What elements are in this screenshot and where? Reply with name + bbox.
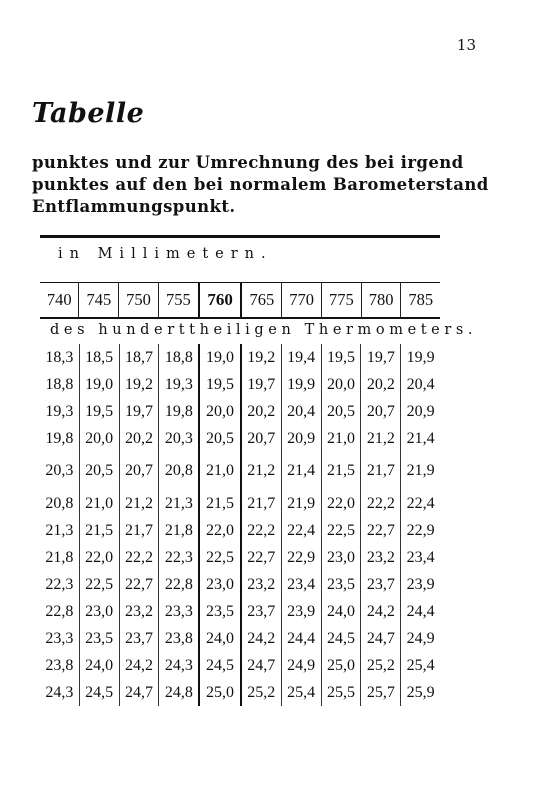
table-cell: 22,3 <box>45 575 74 593</box>
table-cell: 23,9 <box>281 598 321 625</box>
table-cell: 21,0 <box>199 452 240 490</box>
pressure-cell: 780 <box>361 283 401 319</box>
table-cell: 20,5 <box>79 452 119 490</box>
table-cell: 23,8 <box>159 625 200 652</box>
table-row <box>40 490 440 517</box>
table-row <box>40 452 440 490</box>
pressure-cell: 775 <box>322 283 362 319</box>
table-cell: 24,4 <box>281 625 321 652</box>
pressure-cell: 785 <box>401 283 440 319</box>
table-cell: 24,5 <box>79 679 119 706</box>
table-cell: 24,5 <box>199 652 240 679</box>
table-cell: 23,2 <box>361 544 401 571</box>
table-cell: 25,7 <box>361 679 401 706</box>
table-cell: 25,4 <box>401 652 440 679</box>
table-cell: 19,2 <box>119 371 159 398</box>
table-cell: 20,7 <box>361 398 401 425</box>
page-title: Tabelle <box>32 98 145 129</box>
table-cell: 23,5 <box>79 625 119 652</box>
pressure-header-row <box>40 283 440 319</box>
table-cell: 20,8 <box>159 452 200 490</box>
table-cell: 18,5 <box>79 344 119 371</box>
table-cell: 24,7 <box>361 625 401 652</box>
table-cell: 22,7 <box>119 571 159 598</box>
table-cell: 25,0 <box>199 679 240 706</box>
table-cell: 22,7 <box>241 544 282 571</box>
table-cell: 21,0 <box>321 425 361 452</box>
table-cell: 22,4 <box>401 490 440 517</box>
table-cell: 23,5 <box>321 571 361 598</box>
table-cell: 23,7 <box>119 625 159 652</box>
table-cell: 24,4 <box>401 598 440 625</box>
table-cell: 24,9 <box>401 625 440 652</box>
table-cell: 19,9 <box>401 344 440 371</box>
table-row <box>40 652 440 679</box>
table-cell: 22,2 <box>119 544 159 571</box>
thermometer-caption: des hunderttheiligen Thermometers. <box>50 322 478 338</box>
table-cell: 19,5 <box>321 344 361 371</box>
pressure-cell: 765 <box>241 283 282 319</box>
table-cell: 22,5 <box>321 517 361 544</box>
table-cell: 23,7 <box>361 571 401 598</box>
table-cell: 24,7 <box>241 652 282 679</box>
table-cell: 22,0 <box>199 517 240 544</box>
table-cell: 23,3 <box>45 629 74 647</box>
table-cell: 22,5 <box>79 571 119 598</box>
page-number: 13 <box>456 36 476 54</box>
table-cell: 19,5 <box>199 371 240 398</box>
table-cell: 23,7 <box>241 598 282 625</box>
table-cell: 21,9 <box>281 490 321 517</box>
table-cell: 22,7 <box>361 517 401 544</box>
table-cell: 23,9 <box>401 571 440 598</box>
table-cell: 24,9 <box>281 652 321 679</box>
table-cell: 22,8 <box>45 602 74 620</box>
table-cell: 20,2 <box>241 398 282 425</box>
table-cell: 19,0 <box>79 371 119 398</box>
table-cell: 19,7 <box>361 344 401 371</box>
pressure-cell: 750 <box>119 283 159 319</box>
table-cell: 22,3 <box>159 544 200 571</box>
table-cell: 23,0 <box>321 544 361 571</box>
table-cell: 19,9 <box>281 371 321 398</box>
table-cell: 24,0 <box>199 625 240 652</box>
table-cell: 21,3 <box>45 521 74 539</box>
table-row <box>40 425 440 452</box>
table-cell: 25,9 <box>401 679 440 706</box>
table-cell: 24,7 <box>119 679 159 706</box>
table-cell: 20,4 <box>281 398 321 425</box>
table-cell: 21,7 <box>241 490 282 517</box>
table-cell: 24,0 <box>321 598 361 625</box>
table-row <box>40 398 440 425</box>
table-row <box>40 371 440 398</box>
table-cell: 21,8 <box>45 548 74 566</box>
table-row <box>40 679 440 706</box>
table-cell: 20,0 <box>321 371 361 398</box>
table-cell: 20,7 <box>241 425 282 452</box>
table-cell: 21,9 <box>401 452 440 490</box>
table-cell: 22,5 <box>199 544 240 571</box>
table-cell: 25,0 <box>321 652 361 679</box>
heading-line: Entflammungspunkt. <box>32 197 236 216</box>
table-cell: 20,8 <box>45 494 74 512</box>
table-heading <box>32 152 489 218</box>
top-rule <box>40 235 440 238</box>
table-cell: 22,4 <box>281 517 321 544</box>
table-cell: 19,3 <box>159 371 200 398</box>
table-cell: 24,2 <box>361 598 401 625</box>
table-cell: 22,9 <box>401 517 440 544</box>
table-cell: 23,4 <box>401 544 440 571</box>
table-cell: 21,5 <box>321 452 361 490</box>
table-cell: 19,3 <box>45 402 74 420</box>
table-cell: 19,2 <box>241 344 282 371</box>
table-cell: 23,4 <box>281 571 321 598</box>
table-cell: 21,3 <box>159 490 200 517</box>
table-cell: 19,8 <box>45 429 74 447</box>
table-cell: 22,0 <box>321 490 361 517</box>
table-cell: 21,5 <box>199 490 240 517</box>
table-cell: 23,2 <box>119 598 159 625</box>
table-cell: 19,4 <box>281 344 321 371</box>
table-cell: 18,3 <box>45 348 74 366</box>
table-cell: 22,2 <box>241 517 282 544</box>
heading-line: punktes und zur Umrechnung des bei irgend <box>32 153 464 172</box>
table-cell: 25,5 <box>321 679 361 706</box>
pressure-header <box>40 282 440 319</box>
table-cell: 20,3 <box>45 462 74 479</box>
table-cell: 18,8 <box>45 375 74 393</box>
pressure-cell-normal: 760 <box>199 283 241 319</box>
table-cell: 25,4 <box>281 679 321 706</box>
table-cell: 19,5 <box>79 398 119 425</box>
table-cell: 25,2 <box>361 652 401 679</box>
table-cell: 23,2 <box>241 571 282 598</box>
table-cell: 21,2 <box>361 425 401 452</box>
table-cell: 22,0 <box>79 544 119 571</box>
table-cell: 20,4 <box>401 371 440 398</box>
table-cell: 24,3 <box>45 683 74 701</box>
table-cell: 20,9 <box>281 425 321 452</box>
table-cell: 21,0 <box>79 490 119 517</box>
table-cell: 18,7 <box>119 344 159 371</box>
table-cell: 18,8 <box>159 344 200 371</box>
table-cell: 20,0 <box>199 398 240 425</box>
table-cell: 20,2 <box>119 425 159 452</box>
pressure-cell: 740 <box>46 290 72 309</box>
table-cell: 19,8 <box>159 398 200 425</box>
pressure-cell: 770 <box>282 283 322 319</box>
table-cell: 21,5 <box>79 517 119 544</box>
table-cell: 23,0 <box>79 598 119 625</box>
table-cell: 20,5 <box>321 398 361 425</box>
table-row <box>40 517 440 544</box>
unit-caption: in Millimetern. <box>58 246 273 262</box>
table-cell: 24,2 <box>119 652 159 679</box>
table-cell: 20,7 <box>119 452 159 490</box>
table-cell: 20,0 <box>79 425 119 452</box>
table-cell: 20,3 <box>159 425 200 452</box>
table-cell: 23,8 <box>45 656 74 674</box>
table-cell: 21,4 <box>401 425 440 452</box>
table-cell: 19,7 <box>241 371 282 398</box>
table-row <box>40 344 440 371</box>
table-cell: 24,2 <box>241 625 282 652</box>
heading-line: punktes auf den bei normalem Barometerstand <box>32 175 489 194</box>
pressure-cell: 745 <box>79 283 119 319</box>
table-cell: 22,9 <box>281 544 321 571</box>
table-cell: 22,8 <box>159 571 200 598</box>
table-cell: 21,7 <box>119 517 159 544</box>
table-cell: 19,7 <box>119 398 159 425</box>
table-cell: 23,5 <box>199 598 240 625</box>
table-cell: 20,9 <box>401 398 440 425</box>
table-row <box>40 625 440 652</box>
table-cell: 21,4 <box>281 452 321 490</box>
table-cell: 25,2 <box>241 679 282 706</box>
table-cell: 24,8 <box>159 679 200 706</box>
table-cell: 24,3 <box>159 652 200 679</box>
table-cell: 21,2 <box>241 452 282 490</box>
table-cell: 24,5 <box>321 625 361 652</box>
table-cell: 22,2 <box>361 490 401 517</box>
table-cell: 23,3 <box>159 598 200 625</box>
table-cell: 24,0 <box>79 652 119 679</box>
table-cell: 23,0 <box>199 571 240 598</box>
table-row <box>40 598 440 625</box>
table-row <box>40 571 440 598</box>
table-cell: 21,8 <box>159 517 200 544</box>
table-cell: 19,0 <box>199 344 240 371</box>
table-cell: 20,2 <box>361 371 401 398</box>
temperature-table <box>40 344 440 706</box>
pressure-cell: 755 <box>158 283 199 319</box>
table-row <box>40 544 440 571</box>
table-cell: 21,7 <box>361 452 401 490</box>
table-cell: 20,5 <box>199 425 240 452</box>
table-cell: 21,2 <box>119 490 159 517</box>
